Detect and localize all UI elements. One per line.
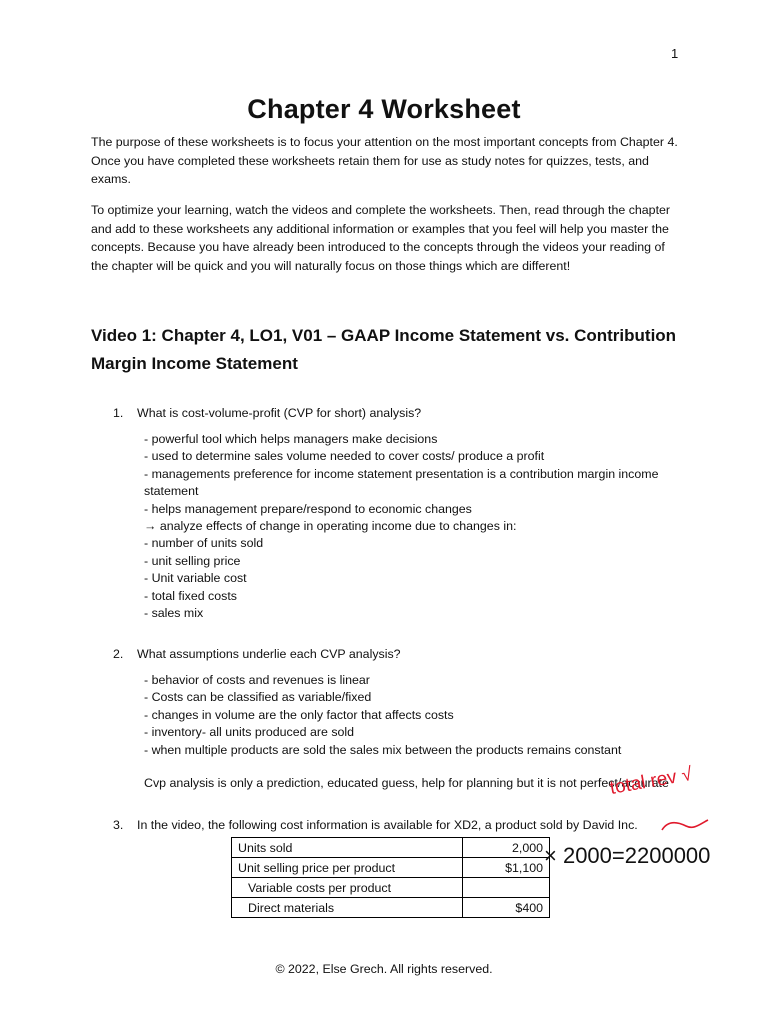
- answer-line: - powerful tool which helps managers make decisions: [144, 432, 438, 446]
- answer-line: - changes in volume are the only factor that affects costs: [144, 707, 454, 722]
- answer-line: - number of units sold: [144, 536, 264, 551]
- answer-line: - unit selling price: [144, 553, 241, 568]
- question-text: In the video, the following cost information is available for XD2, a product sold by David Inc.: [137, 818, 638, 832]
- table-cell-label: Direct materials: [232, 898, 463, 918]
- question-number: 2.: [113, 647, 124, 661]
- handwritten-note-red: total rev √: [608, 763, 694, 800]
- page-number: 1: [671, 46, 679, 61]
- table-cell-value: 2,000: [463, 838, 550, 858]
- handwritten-calculation: × 2000=2200000: [544, 843, 711, 868]
- answer-list: [144, 672, 689, 759]
- answer-line: - sales mix: [144, 606, 204, 621]
- answer-line: - managements preference for income statement presentation is a contribution margin income statement: [144, 466, 659, 499]
- question-text: What is cost-volume-profit (CVP for short) analysis?: [137, 406, 422, 420]
- intro-paragraph: The purpose of these worksheets is to focus your attention on the most important concepts from Chapter 4. Once you have completed these worksheets retain them for use as study notes for quizzes, tests, and exams.: [91, 135, 678, 186]
- answer-line: - inventory- all units produced are sold: [144, 725, 355, 740]
- table-cell-value: [463, 878, 550, 898]
- table-row: [232, 858, 550, 878]
- page-title: Chapter 4 Worksheet: [247, 94, 521, 124]
- cost-table: [231, 837, 550, 918]
- table-row: [232, 898, 550, 918]
- answer-line: - behavior of costs and revenues is linear: [144, 673, 370, 687]
- answer-list: [144, 431, 689, 622]
- answer-line: - helps management prepare/respond to economic changes: [144, 501, 472, 516]
- table-row: [232, 878, 550, 898]
- answer-note: Cvp analysis is only a prediction, educated guess, help for planning but it is not perfect/accurate: [144, 776, 669, 790]
- section-heading: Video 1: Chapter 4, LO1, V01 – GAAP Income Statement vs. Contribution Margin Income Statement: [91, 326, 677, 373]
- question-number: 1.: [113, 406, 124, 420]
- copyright-footer: © 2022, Else Grech. All rights reserved.: [275, 962, 493, 976]
- table-cell-label: Variable costs per product: [232, 878, 463, 898]
- table-cell-label: Unit selling price per product: [232, 858, 463, 878]
- answer-line: → analyze effects of change in operating income due to changes in:: [144, 519, 517, 534]
- answer-line: - used to determine sales volume needed to cover costs/ produce a profit: [144, 449, 545, 464]
- handwritten-brace-mark: [600, 790, 720, 840]
- table-cell-value: $400: [463, 898, 550, 918]
- question-text: What assumptions underlie each CVP analysis?: [137, 647, 401, 661]
- answer-line: - when multiple products are sold the sales mix between the products remains constant: [144, 742, 622, 757]
- table-row: [232, 838, 550, 858]
- answer-line: - total fixed costs: [144, 588, 237, 603]
- table-cell-label: Units sold: [232, 838, 463, 858]
- answer-line: - Unit variable cost: [144, 571, 247, 586]
- answer-line: - Costs can be classified as variable/fixed: [144, 690, 372, 705]
- table-cell-value: $1,100: [463, 858, 550, 878]
- question-number: 3.: [113, 818, 124, 832]
- intro-paragraph: To optimize your learning, watch the videos and complete the worksheets. Then, read through the chapter and add to these worksheets any additional information or examples that you feel will help you master the concepts. Because you have already been introduced to the concepts through the videos your reading of the chapter will be quick and you will naturally focus on those things which are different!: [91, 203, 671, 273]
